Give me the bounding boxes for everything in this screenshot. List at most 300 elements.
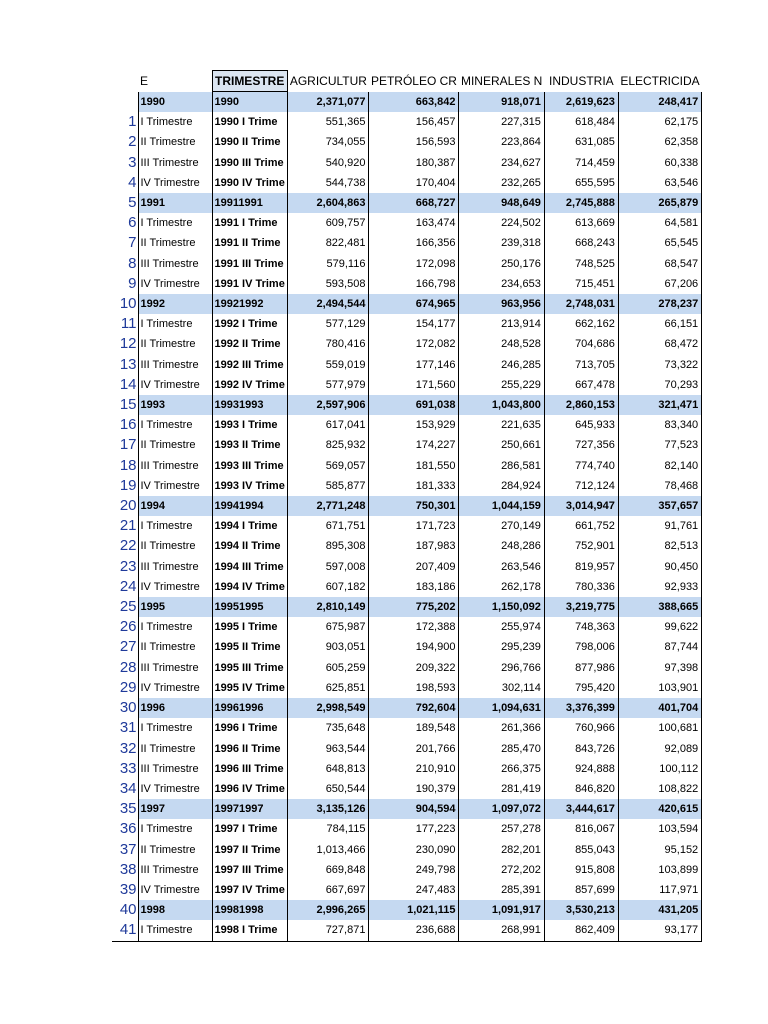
value-cell[interactable]: 816,067	[544, 819, 618, 839]
period-cell[interactable]: 1993	[138, 395, 212, 415]
value-cell[interactable]: 249,798	[369, 860, 459, 880]
period-cell[interactable]: II Trimestre	[138, 334, 212, 354]
trimestre-cell[interactable]: 19931993	[212, 395, 287, 415]
period-cell[interactable]: I Trimestre	[138, 112, 212, 132]
value-cell[interactable]: 2,371,077	[287, 92, 369, 113]
value-cell[interactable]: 284,924	[459, 476, 544, 496]
value-cell[interactable]: 704,686	[544, 334, 618, 354]
value-cell[interactable]: 230,090	[369, 840, 459, 860]
value-cell[interactable]: 357,657	[618, 496, 701, 516]
value-cell[interactable]: 857,699	[544, 880, 618, 900]
trimestre-cell[interactable]: 1993 IV Trime	[212, 476, 287, 496]
value-cell[interactable]: 734,055	[287, 132, 369, 152]
value-cell[interactable]: 843,726	[544, 739, 618, 759]
trimestre-cell[interactable]: 1995 I Trime	[212, 617, 287, 637]
value-cell[interactable]: 100,112	[618, 759, 701, 779]
value-cell[interactable]: 250,661	[459, 435, 544, 455]
value-cell[interactable]: 68,547	[618, 254, 701, 274]
value-cell[interactable]: 255,974	[459, 617, 544, 637]
value-cell[interactable]: 2,771,248	[287, 496, 369, 516]
period-cell[interactable]: I Trimestre	[138, 819, 212, 839]
trimestre-cell[interactable]: 1993 II Trime	[212, 435, 287, 455]
value-cell[interactable]: 67,206	[618, 274, 701, 294]
value-cell[interactable]: 99,622	[618, 617, 701, 637]
value-cell[interactable]: 154,177	[369, 314, 459, 334]
period-cell[interactable]: III Trimestre	[138, 254, 212, 274]
value-cell[interactable]: 194,900	[369, 637, 459, 657]
trimestre-cell[interactable]: 1994 III Trime	[212, 557, 287, 577]
value-cell[interactable]: 65,545	[618, 233, 701, 253]
value-cell[interactable]: 780,336	[544, 577, 618, 597]
value-cell[interactable]: 1,094,631	[459, 698, 544, 718]
value-cell[interactable]: 66,151	[618, 314, 701, 334]
value-cell[interactable]: 663,842	[369, 92, 459, 113]
value-cell[interactable]: 95,152	[618, 840, 701, 860]
value-cell[interactable]: 915,808	[544, 860, 618, 880]
value-cell[interactable]: 1,097,072	[459, 799, 544, 819]
header-electricidad[interactable]: ELECTRICIDA	[620, 74, 700, 88]
period-cell[interactable]: 1996	[138, 698, 212, 718]
period-cell[interactable]: III Trimestre	[138, 153, 212, 173]
value-cell[interactable]: 68,472	[618, 334, 701, 354]
value-cell[interactable]: 250,176	[459, 254, 544, 274]
trimestre-cell[interactable]: 1996 I Trime	[212, 718, 287, 738]
trimestre-cell[interactable]: 19961996	[212, 698, 287, 718]
value-cell[interactable]: 3,014,947	[544, 496, 618, 516]
value-cell[interactable]: 2,748,031	[544, 294, 618, 314]
value-cell[interactable]: 83,340	[618, 415, 701, 435]
period-cell[interactable]: IV Trimestre	[138, 880, 212, 900]
value-cell[interactable]: 668,243	[544, 233, 618, 253]
value-cell[interactable]: 1,150,092	[459, 597, 544, 617]
value-cell[interactable]: 272,202	[459, 860, 544, 880]
value-cell[interactable]: 221,635	[459, 415, 544, 435]
value-cell[interactable]: 108,822	[618, 779, 701, 799]
value-cell[interactable]: 248,528	[459, 334, 544, 354]
trimestre-cell[interactable]: 1990 I Trime	[212, 112, 287, 132]
period-cell[interactable]: I Trimestre	[138, 213, 212, 233]
value-cell[interactable]: 2,860,153	[544, 395, 618, 415]
value-cell[interactable]: 540,920	[287, 153, 369, 173]
header-trimestre[interactable]: TRIMESTRE	[212, 71, 287, 92]
value-cell[interactable]: 270,149	[459, 516, 544, 536]
value-cell[interactable]: 748,525	[544, 254, 618, 274]
value-cell[interactable]: 63,546	[618, 173, 701, 193]
period-cell[interactable]: IV Trimestre	[138, 274, 212, 294]
value-cell[interactable]: 2,604,863	[287, 193, 369, 213]
trimestre-cell[interactable]: 1991 II Trime	[212, 233, 287, 253]
value-cell[interactable]: 585,877	[287, 476, 369, 496]
value-cell[interactable]: 246,285	[459, 355, 544, 375]
value-cell[interactable]: 247,483	[369, 880, 459, 900]
value-cell[interactable]: 166,356	[369, 233, 459, 253]
value-cell[interactable]: 62,358	[618, 132, 701, 152]
value-cell[interactable]: 166,798	[369, 274, 459, 294]
value-cell[interactable]: 401,704	[618, 698, 701, 718]
value-cell[interactable]: 268,991	[459, 920, 544, 941]
trimestre-cell[interactable]: 19941994	[212, 496, 287, 516]
period-cell[interactable]: II Trimestre	[138, 233, 212, 253]
trimestre-cell[interactable]: 1990 IV Trime	[212, 173, 287, 193]
value-cell[interactable]: 177,223	[369, 819, 459, 839]
trimestre-cell[interactable]: 1991 III Trime	[212, 254, 287, 274]
period-cell[interactable]: III Trimestre	[138, 759, 212, 779]
value-cell[interactable]: 650,544	[287, 779, 369, 799]
value-cell[interactable]: 822,481	[287, 233, 369, 253]
period-cell[interactable]: II Trimestre	[138, 840, 212, 860]
value-cell[interactable]: 948,649	[459, 193, 544, 213]
value-cell[interactable]: 918,071	[459, 92, 544, 113]
value-cell[interactable]: 648,813	[287, 759, 369, 779]
value-cell[interactable]: 189,548	[369, 718, 459, 738]
value-cell[interactable]: 201,766	[369, 739, 459, 759]
value-cell[interactable]: 239,318	[459, 233, 544, 253]
trimestre-cell[interactable]: 19971997	[212, 799, 287, 819]
value-cell[interactable]: 655,595	[544, 173, 618, 193]
value-cell[interactable]: 163,474	[369, 213, 459, 233]
period-cell[interactable]: III Trimestre	[138, 355, 212, 375]
value-cell[interactable]: 180,387	[369, 153, 459, 173]
value-cell[interactable]: 2,996,265	[287, 900, 369, 920]
value-cell[interactable]: 750,301	[369, 496, 459, 516]
value-cell[interactable]: 285,470	[459, 739, 544, 759]
value-cell[interactable]: 60,338	[618, 153, 701, 173]
trimestre-cell[interactable]: 1990	[212, 92, 287, 113]
value-cell[interactable]: 261,366	[459, 718, 544, 738]
period-cell[interactable]: II Trimestre	[138, 536, 212, 556]
value-cell[interactable]: 2,494,544	[287, 294, 369, 314]
period-cell[interactable]: 1998	[138, 900, 212, 920]
value-cell[interactable]: 661,752	[544, 516, 618, 536]
trimestre-cell[interactable]: 1995 II Trime	[212, 637, 287, 657]
value-cell[interactable]: 613,669	[544, 213, 618, 233]
value-cell[interactable]: 93,177	[618, 920, 701, 941]
value-cell[interactable]: 156,457	[369, 112, 459, 132]
value-cell[interactable]: 609,757	[287, 213, 369, 233]
value-cell[interactable]: 177,146	[369, 355, 459, 375]
period-cell[interactable]: IV Trimestre	[138, 476, 212, 496]
value-cell[interactable]: 1,091,917	[459, 900, 544, 920]
trimestre-cell[interactable]: 1992 III Trime	[212, 355, 287, 375]
period-cell[interactable]: III Trimestre	[138, 658, 212, 678]
value-cell[interactable]: 669,848	[287, 860, 369, 880]
value-cell[interactable]: 224,502	[459, 213, 544, 233]
value-cell[interactable]: 551,365	[287, 112, 369, 132]
value-cell[interactable]: 172,082	[369, 334, 459, 354]
trimestre-cell[interactable]: 1998 I Trime	[212, 920, 287, 941]
value-cell[interactable]: 103,899	[618, 860, 701, 880]
value-cell[interactable]: 605,259	[287, 658, 369, 678]
period-cell[interactable]: III Trimestre	[138, 456, 212, 476]
value-cell[interactable]: 577,979	[287, 375, 369, 395]
value-cell[interactable]: 262,178	[459, 577, 544, 597]
period-cell[interactable]: IV Trimestre	[138, 375, 212, 395]
value-cell[interactable]: 775,202	[369, 597, 459, 617]
value-cell[interactable]: 625,851	[287, 678, 369, 698]
trimestre-cell[interactable]: 1994 I Trime	[212, 516, 287, 536]
trimestre-cell[interactable]: 19951995	[212, 597, 287, 617]
trimestre-cell[interactable]: 19911991	[212, 193, 287, 213]
period-cell[interactable]: I Trimestre	[138, 617, 212, 637]
value-cell[interactable]: 232,265	[459, 173, 544, 193]
value-cell[interactable]: 281,419	[459, 779, 544, 799]
value-cell[interactable]: 795,420	[544, 678, 618, 698]
header-industria[interactable]: INDUSTRIA	[548, 74, 614, 88]
value-cell[interactable]: 82,513	[618, 536, 701, 556]
value-cell[interactable]: 2,597,906	[287, 395, 369, 415]
period-cell[interactable]: 1991	[138, 193, 212, 213]
trimestre-cell[interactable]: 1996 II Trime	[212, 739, 287, 759]
value-cell[interactable]: 3,376,399	[544, 698, 618, 718]
value-cell[interactable]: 963,544	[287, 739, 369, 759]
value-cell[interactable]: 3,444,617	[544, 799, 618, 819]
value-cell[interactable]: 607,182	[287, 577, 369, 597]
value-cell[interactable]: 819,957	[544, 557, 618, 577]
value-cell[interactable]: 727,871	[287, 920, 369, 941]
trimestre-cell[interactable]: 1991 I Trime	[212, 213, 287, 233]
period-cell[interactable]: IV Trimestre	[138, 678, 212, 698]
value-cell[interactable]: 544,738	[287, 173, 369, 193]
value-cell[interactable]: 62,175	[618, 112, 701, 132]
header-minerales[interactable]: MINERALES N	[460, 74, 543, 88]
trimestre-cell[interactable]: 1995 IV Trime	[212, 678, 287, 698]
value-cell[interactable]: 431,205	[618, 900, 701, 920]
trimestre-cell[interactable]: 1997 IV Trime	[212, 880, 287, 900]
trimestre-cell[interactable]: 1997 I Trime	[212, 819, 287, 839]
value-cell[interactable]: 285,391	[459, 880, 544, 900]
period-cell[interactable]: I Trimestre	[138, 314, 212, 334]
value-cell[interactable]: 117,971	[618, 880, 701, 900]
value-cell[interactable]: 1,021,115	[369, 900, 459, 920]
value-cell[interactable]: 174,227	[369, 435, 459, 455]
value-cell[interactable]: 100,681	[618, 718, 701, 738]
value-cell[interactable]: 223,864	[459, 132, 544, 152]
value-cell[interactable]: 3,530,213	[544, 900, 618, 920]
value-cell[interactable]: 748,363	[544, 617, 618, 637]
value-cell[interactable]: 172,098	[369, 254, 459, 274]
value-cell[interactable]: 3,135,126	[287, 799, 369, 819]
value-cell[interactable]: 263,546	[459, 557, 544, 577]
period-cell[interactable]: 1997	[138, 799, 212, 819]
value-cell[interactable]: 798,006	[544, 637, 618, 657]
value-cell[interactable]: 862,409	[544, 920, 618, 941]
value-cell[interactable]: 760,966	[544, 718, 618, 738]
value-cell[interactable]: 668,727	[369, 193, 459, 213]
value-cell[interactable]: 257,278	[459, 819, 544, 839]
value-cell[interactable]: 227,315	[459, 112, 544, 132]
trimestre-cell[interactable]: 1990 II Trime	[212, 132, 287, 152]
value-cell[interactable]: 752,901	[544, 536, 618, 556]
period-cell[interactable]: 1994	[138, 496, 212, 516]
value-cell[interactable]: 577,129	[287, 314, 369, 334]
value-cell[interactable]: 855,043	[544, 840, 618, 860]
period-cell[interactable]: II Trimestre	[138, 132, 212, 152]
value-cell[interactable]: 712,124	[544, 476, 618, 496]
value-cell[interactable]: 2,619,623	[544, 92, 618, 113]
value-cell[interactable]: 674,965	[369, 294, 459, 314]
value-cell[interactable]: 1,043,800	[459, 395, 544, 415]
value-cell[interactable]: 645,933	[544, 415, 618, 435]
value-cell[interactable]: 234,653	[459, 274, 544, 294]
value-cell[interactable]: 825,932	[287, 435, 369, 455]
value-cell[interactable]: 92,933	[618, 577, 701, 597]
trimestre-cell[interactable]: 1996 IV Trime	[212, 779, 287, 799]
value-cell[interactable]: 714,459	[544, 153, 618, 173]
trimestre-cell[interactable]: 1994 IV Trime	[212, 577, 287, 597]
value-cell[interactable]: 77,523	[618, 435, 701, 455]
period-cell[interactable]: II Trimestre	[138, 739, 212, 759]
value-cell[interactable]: 78,468	[618, 476, 701, 496]
trimestre-cell[interactable]: 1993 I Trime	[212, 415, 287, 435]
value-cell[interactable]: 190,379	[369, 779, 459, 799]
value-cell[interactable]: 91,761	[618, 516, 701, 536]
header-e[interactable]: E	[140, 74, 149, 88]
value-cell[interactable]: 171,560	[369, 375, 459, 395]
period-cell[interactable]: IV Trimestre	[138, 779, 212, 799]
value-cell[interactable]: 667,478	[544, 375, 618, 395]
value-cell[interactable]: 90,450	[618, 557, 701, 577]
value-cell[interactable]: 662,162	[544, 314, 618, 334]
period-cell[interactable]: I Trimestre	[138, 718, 212, 738]
value-cell[interactable]: 187,983	[369, 536, 459, 556]
period-cell[interactable]: III Trimestre	[138, 557, 212, 577]
value-cell[interactable]: 2,745,888	[544, 193, 618, 213]
value-cell[interactable]: 924,888	[544, 759, 618, 779]
value-cell[interactable]: 579,116	[287, 254, 369, 274]
value-cell[interactable]: 209,322	[369, 658, 459, 678]
value-cell[interactable]: 2,998,549	[287, 698, 369, 718]
header-agricultura[interactable]: AGRICULTUR	[289, 74, 367, 88]
value-cell[interactable]: 618,484	[544, 112, 618, 132]
value-cell[interactable]: 234,627	[459, 153, 544, 173]
value-cell[interactable]: 282,201	[459, 840, 544, 860]
value-cell[interactable]: 895,308	[287, 536, 369, 556]
value-cell[interactable]: 153,929	[369, 415, 459, 435]
value-cell[interactable]: 213,914	[459, 314, 544, 334]
value-cell[interactable]: 255,229	[459, 375, 544, 395]
value-cell[interactable]: 278,237	[618, 294, 701, 314]
trimestre-cell[interactable]: 1995 III Trime	[212, 658, 287, 678]
value-cell[interactable]: 617,041	[287, 415, 369, 435]
trimestre-cell[interactable]: 1996 III Trime	[212, 759, 287, 779]
value-cell[interactable]: 103,901	[618, 678, 701, 698]
value-cell[interactable]: 181,550	[369, 456, 459, 476]
value-cell[interactable]: 265,879	[618, 193, 701, 213]
value-cell[interactable]: 170,404	[369, 173, 459, 193]
value-cell[interactable]: 713,705	[544, 355, 618, 375]
value-cell[interactable]: 302,114	[459, 678, 544, 698]
period-cell[interactable]: II Trimestre	[138, 435, 212, 455]
period-cell[interactable]: IV Trimestre	[138, 577, 212, 597]
value-cell[interactable]: 97,398	[618, 658, 701, 678]
value-cell[interactable]: 3,219,775	[544, 597, 618, 617]
trimestre-cell[interactable]: 1992 IV Trime	[212, 375, 287, 395]
value-cell[interactable]: 207,409	[369, 557, 459, 577]
period-cell[interactable]: 1995	[138, 597, 212, 617]
value-cell[interactable]: 675,987	[287, 617, 369, 637]
value-cell[interactable]: 171,723	[369, 516, 459, 536]
value-cell[interactable]: 877,986	[544, 658, 618, 678]
value-cell[interactable]: 73,322	[618, 355, 701, 375]
value-cell[interactable]: 420,615	[618, 799, 701, 819]
value-cell[interactable]: 784,115	[287, 819, 369, 839]
value-cell[interactable]: 248,417	[618, 92, 701, 113]
value-cell[interactable]: 296,766	[459, 658, 544, 678]
value-cell[interactable]: 846,820	[544, 779, 618, 799]
value-cell[interactable]: 559,019	[287, 355, 369, 375]
period-cell[interactable]: I Trimestre	[138, 415, 212, 435]
period-cell[interactable]: III Trimestre	[138, 860, 212, 880]
period-cell[interactable]: II Trimestre	[138, 637, 212, 657]
value-cell[interactable]: 903,051	[287, 637, 369, 657]
value-cell[interactable]: 70,293	[618, 375, 701, 395]
value-cell[interactable]: 236,688	[369, 920, 459, 941]
header-petroleo[interactable]: PETRÓLEO CR	[370, 74, 457, 88]
value-cell[interactable]: 82,140	[618, 456, 701, 476]
value-cell[interactable]: 735,648	[287, 718, 369, 738]
period-cell[interactable]: I Trimestre	[138, 920, 212, 941]
period-cell[interactable]: 1992	[138, 294, 212, 314]
value-cell[interactable]: 92,089	[618, 739, 701, 759]
trimestre-cell[interactable]: 1990 III Trime	[212, 153, 287, 173]
value-cell[interactable]: 569,057	[287, 456, 369, 476]
trimestre-cell[interactable]: 19921992	[212, 294, 287, 314]
value-cell[interactable]: 172,388	[369, 617, 459, 637]
value-cell[interactable]: 780,416	[287, 334, 369, 354]
value-cell[interactable]: 183,186	[369, 577, 459, 597]
value-cell[interactable]: 667,697	[287, 880, 369, 900]
period-cell[interactable]: IV Trimestre	[138, 173, 212, 193]
trimestre-cell[interactable]: 1991 IV Trime	[212, 274, 287, 294]
value-cell[interactable]: 87,744	[618, 637, 701, 657]
value-cell[interactable]: 198,593	[369, 678, 459, 698]
value-cell[interactable]: 631,085	[544, 132, 618, 152]
value-cell[interactable]: 248,286	[459, 536, 544, 556]
period-cell[interactable]: I Trimestre	[138, 516, 212, 536]
value-cell[interactable]: 727,356	[544, 435, 618, 455]
value-cell[interactable]: 181,333	[369, 476, 459, 496]
value-cell[interactable]: 321,471	[618, 395, 701, 415]
value-cell[interactable]: 295,239	[459, 637, 544, 657]
value-cell[interactable]: 1,013,466	[287, 840, 369, 860]
value-cell[interactable]: 715,451	[544, 274, 618, 294]
trimestre-cell[interactable]: 1997 III Trime	[212, 860, 287, 880]
trimestre-cell[interactable]: 1993 III Trime	[212, 456, 287, 476]
trimestre-cell[interactable]: 1997 II Trime	[212, 840, 287, 860]
trimestre-cell[interactable]: 1992 II Trime	[212, 334, 287, 354]
value-cell[interactable]: 388,665	[618, 597, 701, 617]
value-cell[interactable]: 64,581	[618, 213, 701, 233]
value-cell[interactable]: 597,008	[287, 557, 369, 577]
value-cell[interactable]: 1,044,159	[459, 496, 544, 516]
value-cell[interactable]: 671,751	[287, 516, 369, 536]
trimestre-cell[interactable]: 1992 I Trime	[212, 314, 287, 334]
trimestre-cell[interactable]: 19981998	[212, 900, 287, 920]
value-cell[interactable]: 210,910	[369, 759, 459, 779]
value-cell[interactable]: 156,593	[369, 132, 459, 152]
value-cell[interactable]: 792,604	[369, 698, 459, 718]
value-cell[interactable]: 266,375	[459, 759, 544, 779]
value-cell[interactable]: 2,810,149	[287, 597, 369, 617]
value-cell[interactable]: 904,594	[369, 799, 459, 819]
value-cell[interactable]: 103,594	[618, 819, 701, 839]
value-cell[interactable]: 286,581	[459, 456, 544, 476]
value-cell[interactable]: 774,740	[544, 456, 618, 476]
trimestre-cell[interactable]: 1994 II Trime	[212, 536, 287, 556]
value-cell[interactable]: 593,508	[287, 274, 369, 294]
value-cell[interactable]: 691,038	[369, 395, 459, 415]
period-cell[interactable]: 1990	[138, 92, 212, 113]
